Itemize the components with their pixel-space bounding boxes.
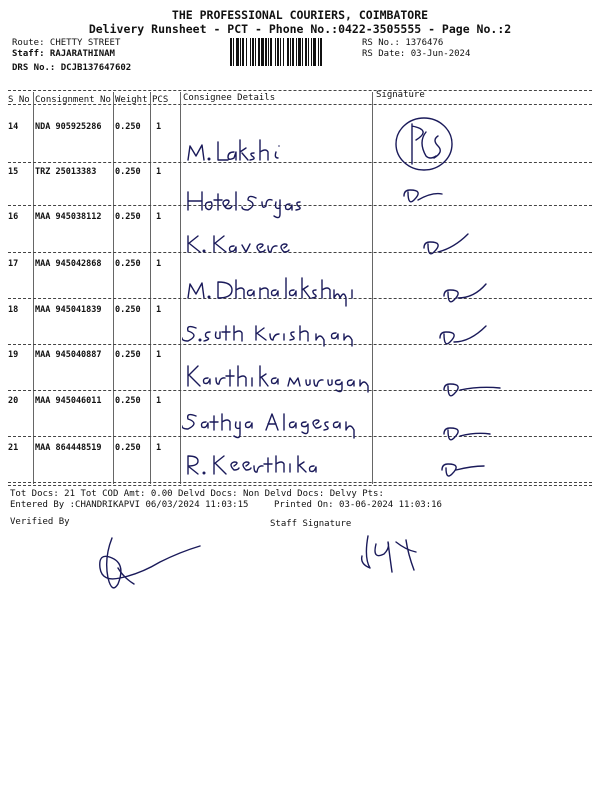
- barcode-image: [230, 38, 354, 66]
- row-pcs: 1: [156, 167, 162, 177]
- row-weight: 0.250: [115, 396, 141, 406]
- staff-signature-label: Staff Signature: [270, 519, 352, 529]
- row-consignment: NDA 905925286: [35, 122, 102, 132]
- company-name: THE PROFESSIONAL COURIERS, COIMBATORE: [171, 8, 429, 22]
- drs-number: DRS No.: DCJB137647602: [12, 63, 132, 73]
- row-consignment: TRZ 25013383: [35, 167, 97, 177]
- row-pcs: 1: [156, 259, 162, 269]
- col-header-pcs: PCS: [152, 95, 169, 105]
- row-consignment: MAA 945038112: [35, 212, 102, 222]
- row-sno: 15: [8, 167, 19, 177]
- row-sno: 17: [8, 259, 19, 269]
- table-header-rule: [8, 104, 592, 105]
- printed-on: Printed On: 03-06-2024 11:03:16: [274, 500, 442, 510]
- totals-line: Tot Docs: 21 Tot COD Amt: 0.00 Delvd Docs: Non Delvd Docs: Delvy Pts:: [10, 489, 384, 499]
- row-weight: 0.250: [115, 212, 141, 222]
- row-rule: [8, 485, 592, 486]
- col-header-sno: S No: [8, 95, 30, 105]
- verified-by-label: Verified By: [10, 517, 70, 527]
- row-pcs: 1: [156, 396, 162, 406]
- column-divider: [372, 92, 373, 484]
- col-header-consignee: Consignee Details: [183, 93, 276, 103]
- column-divider: [180, 92, 181, 484]
- col-header-signature: Signature: [376, 90, 425, 100]
- staff-signature: [356, 530, 426, 580]
- rs-date: RS Date: 03-Jun-2024: [362, 49, 471, 59]
- rs-number: RS No.: 1376476: [362, 38, 444, 48]
- row-pcs: 1: [156, 350, 162, 360]
- col-header-weight: Weight: [115, 95, 148, 105]
- row-weight: 0.250: [115, 350, 141, 360]
- row-consignment: MAA 945042868: [35, 259, 102, 269]
- row-pcs: 1: [156, 122, 162, 132]
- row-weight: 0.250: [115, 259, 141, 269]
- row-sno: 14: [8, 122, 19, 132]
- staff-label: Staff: RAJARATHINAM: [12, 49, 115, 59]
- row-sno: 19: [8, 350, 19, 360]
- handwritten-consignee-names: [182, 130, 372, 480]
- entered-by: Entered By :CHANDRIKAPVI 06/03/2024 11:03:15: [10, 500, 249, 510]
- row-pcs: 1: [156, 443, 162, 453]
- row-consignment: MAA 945046011: [35, 396, 102, 406]
- row-pcs: 1: [156, 305, 162, 315]
- receiver-signatures: [378, 108, 528, 480]
- row-sno: 21: [8, 443, 19, 453]
- row-weight: 0.250: [115, 122, 141, 132]
- column-divider: [150, 92, 151, 484]
- route-label: Route: CHETTY STREET: [12, 38, 121, 48]
- row-consignment: MAA 864448519: [35, 443, 102, 453]
- row-weight: 0.250: [115, 305, 141, 315]
- row-sno: 16: [8, 212, 19, 222]
- row-sno: 18: [8, 305, 19, 315]
- col-header-consignment: Consignment No: [35, 95, 111, 105]
- runsheet-title: Delivery Runsheet - PCT - Phone No.:0422-3505555 - Page No.:2: [88, 22, 512, 36]
- row-pcs: 1: [156, 212, 162, 222]
- row-consignment: MAA 945041839: [35, 305, 102, 315]
- row-rule: [8, 482, 592, 483]
- verifier-signature: [90, 528, 230, 598]
- row-sno: 20: [8, 396, 19, 406]
- column-divider: [33, 92, 34, 484]
- column-divider: [113, 92, 114, 484]
- row-weight: 0.250: [115, 167, 141, 177]
- row-consignment: MAA 945040887: [35, 350, 102, 360]
- table-top-rule: [8, 90, 592, 91]
- row-weight: 0.250: [115, 443, 141, 453]
